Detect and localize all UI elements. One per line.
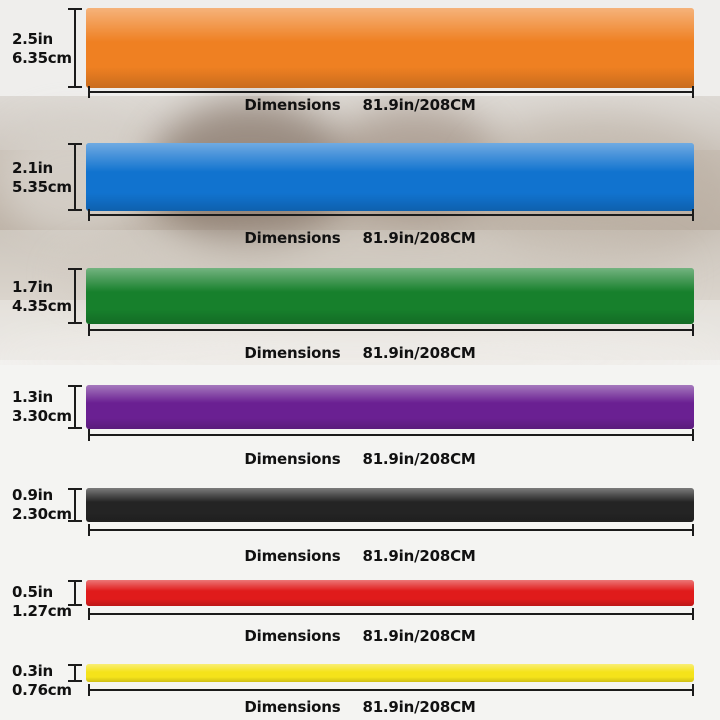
width-cm-yellow: 0.76cm	[12, 681, 72, 699]
orange-band	[86, 8, 694, 88]
width-label-red	[12, 583, 72, 621]
length-caption-purple: Dimensions	[244, 450, 341, 468]
width-label-orange	[12, 30, 72, 68]
green-band	[86, 268, 694, 324]
length-label-blue	[0, 229, 720, 247]
band-shadow	[86, 513, 694, 522]
length-label-green	[0, 344, 720, 362]
length-value-black: 81.9in/208CM	[362, 547, 476, 565]
blue-band	[86, 143, 694, 211]
width-cm-purple: 3.30cm	[12, 407, 72, 425]
black-band	[86, 488, 694, 522]
length-value-red: 81.9in/208CM	[362, 627, 476, 645]
width-cm-green: 4.35cm	[12, 297, 72, 315]
band-shadow	[86, 309, 694, 324]
width-cm-red: 1.27cm	[12, 602, 72, 620]
band-shadow	[86, 677, 694, 682]
length-caption-green: Dimensions	[244, 344, 341, 362]
width-inches-red: 0.5in	[12, 583, 53, 601]
band-highlight	[86, 664, 694, 672]
band-highlight	[86, 268, 694, 292]
width-inches-black: 0.9in	[12, 486, 53, 504]
width-inches-purple: 1.3in	[12, 388, 53, 406]
width-inches-orange: 2.5in	[12, 30, 53, 48]
length-label-purple	[0, 450, 720, 468]
width-label-yellow	[12, 662, 72, 700]
width-cm-black: 2.30cm	[12, 505, 72, 523]
length-bar-black	[88, 524, 694, 536]
length-bar-red	[88, 608, 694, 620]
length-caption-yellow: Dimensions	[244, 698, 341, 716]
length-bar-blue	[88, 209, 694, 221]
length-bar-purple	[88, 429, 694, 441]
band-shadow	[86, 599, 694, 606]
width-label-black	[12, 486, 72, 524]
band-highlight	[86, 143, 694, 172]
band-highlight	[86, 385, 694, 403]
length-label-red	[0, 627, 720, 645]
length-label-yellow	[0, 698, 720, 716]
length-value-green: 81.9in/208CM	[362, 344, 476, 362]
length-label-orange	[0, 96, 720, 114]
width-inches-blue: 2.1in	[12, 159, 53, 177]
yellow-band	[86, 664, 694, 682]
length-value-orange: 81.9in/208CM	[362, 96, 476, 114]
width-label-blue	[12, 159, 72, 197]
purple-band	[86, 385, 694, 429]
width-label-green	[12, 278, 72, 316]
length-bar-green	[88, 324, 694, 336]
width-inches-green: 1.7in	[12, 278, 53, 296]
width-cm-orange: 6.35cm	[12, 49, 72, 67]
band-shadow	[86, 418, 694, 429]
length-value-yellow: 81.9in/208CM	[362, 698, 476, 716]
band-highlight	[86, 488, 694, 502]
width-cm-blue: 5.35cm	[12, 178, 72, 196]
band-highlight	[86, 8, 694, 42]
length-caption-blue: Dimensions	[244, 229, 341, 247]
length-bar-yellow	[88, 684, 694, 696]
red-band	[86, 580, 694, 606]
length-caption-orange: Dimensions	[244, 96, 341, 114]
width-inches-yellow: 0.3in	[12, 662, 53, 680]
band-highlight	[86, 580, 694, 591]
width-label-purple	[12, 388, 72, 426]
length-value-blue: 81.9in/208CM	[362, 229, 476, 247]
length-caption-black: Dimensions	[244, 547, 341, 565]
length-label-black	[0, 547, 720, 565]
length-value-purple: 81.9in/208CM	[362, 450, 476, 468]
band-shadow	[86, 67, 694, 88]
length-caption-red: Dimensions	[244, 627, 341, 645]
